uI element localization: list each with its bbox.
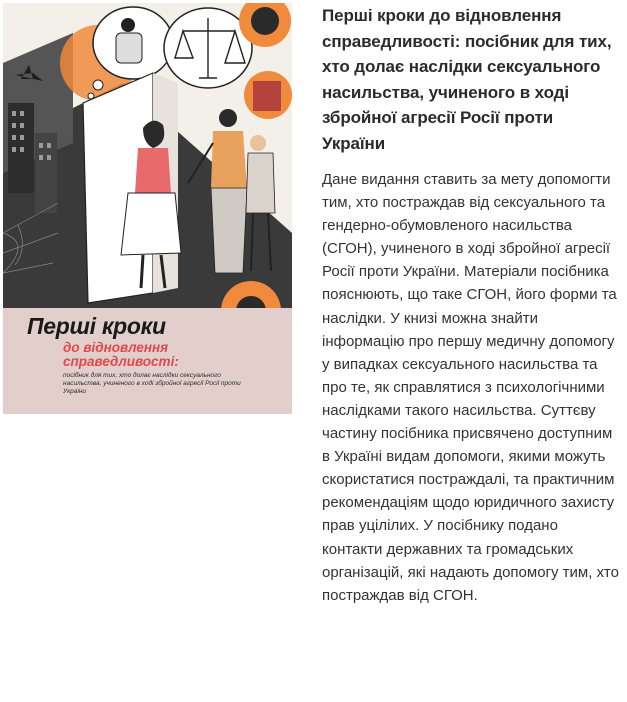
cover-subtitle: до відновлення справедливості: (63, 340, 179, 369)
cover-title: Перші кроки (27, 313, 166, 339)
book-description: Дане видання ставить за мету допомогти тим, хто постраждав від сексуального та гендерно-обумовленого насильства (СГОН), учиненого в ході збройної агресії Росії проти України. Матеріали посібника пояснюють, що таке СГОН, його форми та наслідки. У книзі можна знайти інформацію про першу медичну допомогу у випадках сексуального насильства та про те, як справлятися з психологічними наслідками такого насильства. Суттєву частину посібника присвячено доступним в Україні видам допомоги, якими можуть скористатися постраждалі, та практичним рекомендаціям щодо юридичного захисту прав уцілілих. У посібнику подано контакти державних та громадських організацій, які надають допомогу тим, хто постраждав від СГОН. (322, 171, 619, 604)
cover-small-text: посібник для тих, хто долає наслідки сексуального насильства, учиненого в ході збройної агресії Росії проти України (63, 372, 241, 395)
book-title-link[interactable]: Перші кроки до відновлення справедливості: посібник для тих, хто долає наслідки сексуального насильства, учиненого в ході збройної агресії Росії проти України (322, 6, 612, 153)
book-cover-image[interactable] (3, 3, 292, 414)
book-info (322, 3, 620, 607)
